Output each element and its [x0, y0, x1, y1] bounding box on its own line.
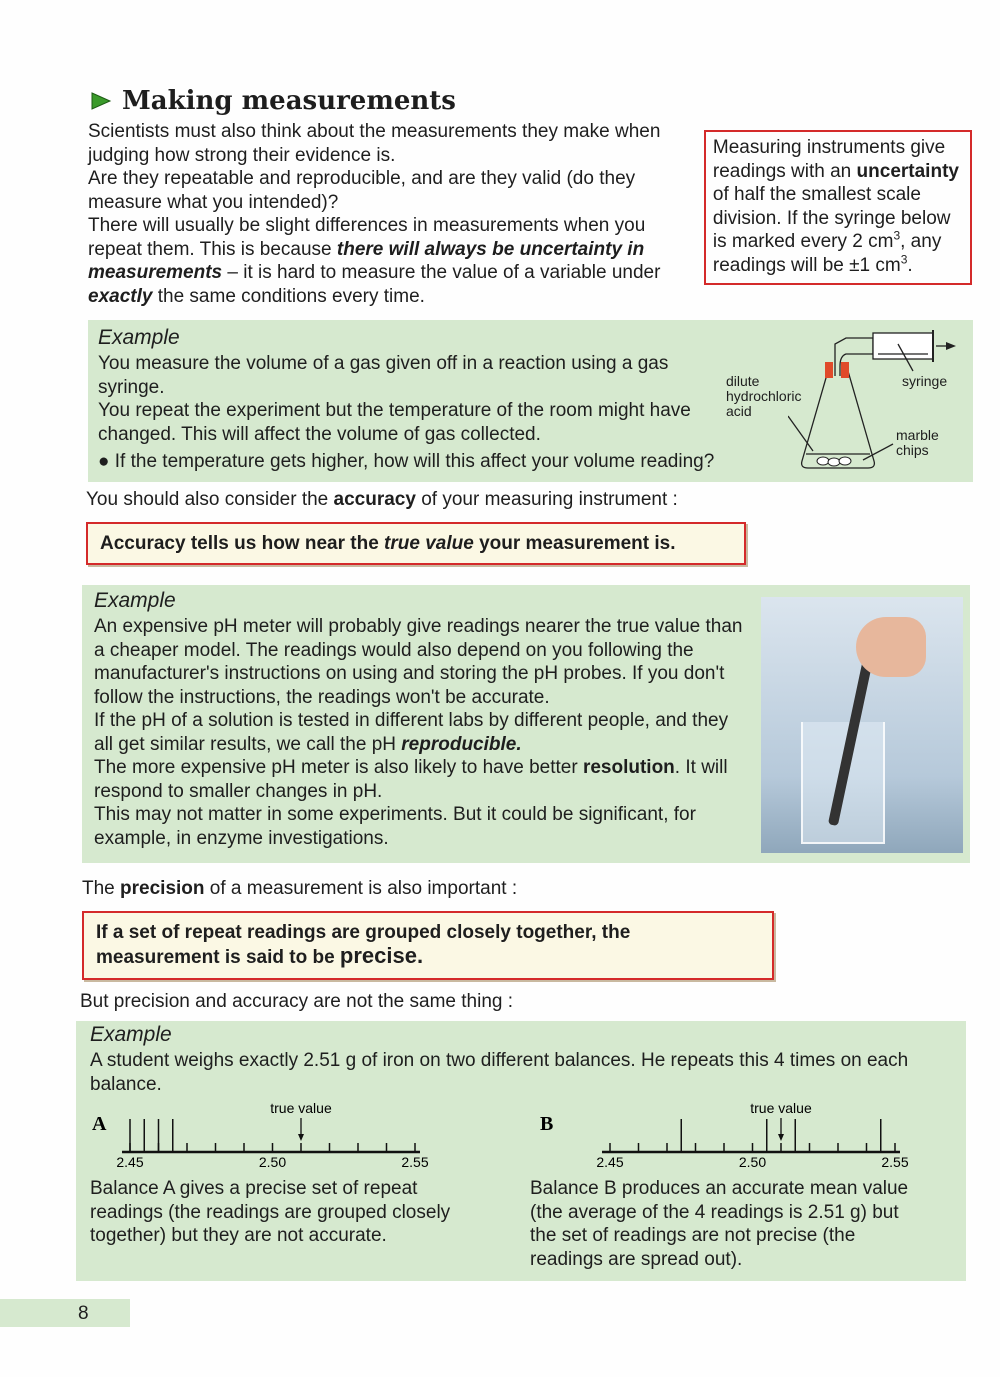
hand [856, 617, 926, 677]
text-segment: If the pH of a solution is tested in different labs by different people, and they all get similar results, we call the pH [94, 710, 729, 755]
paragraph [86, 488, 972, 512]
text-segment: You should also consider the [86, 489, 334, 510]
paragraph [94, 756, 749, 803]
text-segment: The more expensive pH meter is also likely to have better [94, 757, 583, 778]
bullet-question: ● If the temperature gets higher, how will this affect your volume reading? [98, 451, 715, 472]
page-number: 8 [78, 1303, 89, 1324]
triangle-arrow-icon [90, 91, 112, 111]
paragraph [88, 120, 686, 167]
balance-b-column [530, 1100, 950, 1271]
text-segment: Accuracy tells us how near the [100, 532, 385, 554]
tick-label: 2.55 [401, 1154, 429, 1170]
text-segment: uncertainty [856, 160, 959, 182]
balance-letter: A [92, 1113, 107, 1135]
paragraph [80, 990, 972, 1014]
text-segment: accuracy [333, 489, 416, 510]
label-syringe: syringe [902, 373, 948, 389]
text-segment: . It will respond to smaller changes in pH. [94, 757, 728, 802]
text-segment: precision [120, 878, 205, 899]
text-segment: the same conditions every time. [152, 285, 425, 307]
balance-scale-svg [530, 1100, 930, 1172]
paragraph [88, 214, 686, 308]
text-segment: your measurement is. [473, 532, 676, 554]
true-value-label: true value [750, 1100, 812, 1116]
precision-intro [82, 877, 972, 901]
text-segment: resolution [582, 757, 675, 778]
text-segment: Scientists must also think about the measurements they make when judging how strong their evidence is. [88, 121, 661, 166]
tick-label: 2.45 [116, 1154, 144, 1170]
example-ph-meter [82, 585, 970, 863]
intro-text [88, 120, 686, 308]
text-segment: If a set of repeat readings are grouped closely together, the measurement is said to be [96, 921, 631, 968]
text-segment: . [907, 254, 913, 276]
text-segment: 3 [893, 228, 901, 243]
paragraph [88, 167, 686, 214]
accuracy-definition-box [86, 522, 746, 566]
tick-label: 2.50 [258, 1154, 287, 1170]
balance-b-scale [530, 1100, 950, 1177]
text-segment: But precision and accuracy are not the same thing : [80, 990, 514, 1012]
label-dilute-hydrochloric-acid: dilute hydrochloric acid [726, 373, 802, 419]
text-segment: exactly [88, 285, 153, 307]
balance-a-scale [90, 1100, 490, 1177]
example-text [94, 615, 749, 850]
example-label: Example [94, 589, 176, 612]
syringe-barrel [873, 333, 933, 359]
text-segment: there will always be uncertainty in measurements [88, 238, 645, 283]
arrow-head-icon [298, 1134, 304, 1141]
balance-a-column [90, 1100, 490, 1248]
text-segment: 3 [900, 252, 908, 267]
bullet-text: If the temperature gets higher, how will this affect your volume reading? [114, 451, 715, 472]
section-heading [90, 86, 972, 116]
balance-letter: B [540, 1113, 554, 1135]
balances-row [90, 1100, 958, 1271]
text-segment: , any readings will be ±1 cm [712, 231, 942, 276]
text-segment: You measure the volume of a gas given off in a reaction using a gas syringe. [98, 353, 669, 398]
tick-label: 2.45 [596, 1154, 624, 1170]
accuracy-intro [86, 488, 972, 512]
paragraph [98, 352, 718, 399]
example-label: Example [98, 326, 180, 349]
text-segment: There will usually be slight differences in measurements when you repeat them. This is because [88, 215, 646, 260]
text-segment: – it is hard to measure the value of a variable under [222, 262, 661, 283]
paragraph [82, 877, 972, 901]
example-label: Example [90, 1023, 172, 1046]
paragraph [98, 399, 718, 446]
text-segment: An expensive pH meter will probably give readings nearer the true value than a cheaper model. The readings would also depend on you following the manufacturer's instructions on using and storing the pH probes. If you don't follow the instructions, the readings won't be accurate. [94, 616, 743, 708]
paragraph [96, 921, 732, 970]
text-segment: Are they repeatable and reproducible, and are they valid (do they measure what you intended)? [88, 168, 636, 213]
difference-intro [80, 990, 972, 1014]
tick-label: 2.50 [738, 1154, 767, 1170]
text-segment: precise. [339, 943, 424, 968]
example-text [98, 352, 718, 446]
precision-definition-box [82, 911, 774, 980]
page-number-tab [0, 1299, 130, 1327]
text-segment: This may not matter in some experiments. But it could be significant, for example, in enzyme investigations. [94, 804, 696, 849]
text-segment: The [82, 878, 121, 899]
paragraph [94, 709, 749, 756]
label-marble-chips: marble chips [896, 427, 939, 458]
text-segment: of half the smallest scale division. If the syringe below is marked every 2 cm [712, 184, 951, 252]
balance-a-caption: Balance A gives a precise set of repeat readings (the readings are grouped closely together) but they are not accurate. [90, 1178, 451, 1246]
text-segment: You repeat the experiment but the temperature of the room might have changed. This will affect the volume of gas collected. [98, 400, 691, 445]
diagram-area [726, 324, 971, 474]
arrow-head-icon [778, 1134, 784, 1141]
ph-meter-photo [761, 597, 963, 853]
example-gas-syringe [88, 320, 973, 482]
paragraph [713, 136, 964, 277]
paragraph [94, 615, 749, 709]
paragraph [100, 532, 732, 556]
true-value-label: true value [270, 1100, 332, 1116]
paragraph [94, 803, 749, 850]
example-balances [76, 1021, 966, 1281]
text-segment: Measuring instruments give readings with an [712, 137, 946, 182]
example-body [94, 587, 749, 850]
uncertainty-note-box [704, 130, 972, 285]
text-segment: of your measuring instrument : [415, 489, 678, 510]
tick-label: 2.55 [881, 1154, 909, 1170]
balance-b-caption: Balance B produces an accurate mean value (the average of the 4 readings is 2.51 g) but the set of readings are not precise (the readings are spread out). [530, 1178, 909, 1270]
text-segment: of a measurement is also important : [204, 878, 518, 899]
example-text: A student weighs exactly 2.51 g of iron on two different balances. He repeats this 4 times on each balance. [90, 1050, 909, 1095]
text-segment: reproducible. [401, 733, 522, 755]
text-segment: true value [384, 532, 474, 554]
intro-row [88, 120, 972, 308]
page-title: Making measurements [122, 86, 456, 116]
example-body [98, 324, 718, 474]
balance-scale-svg [90, 1100, 490, 1172]
